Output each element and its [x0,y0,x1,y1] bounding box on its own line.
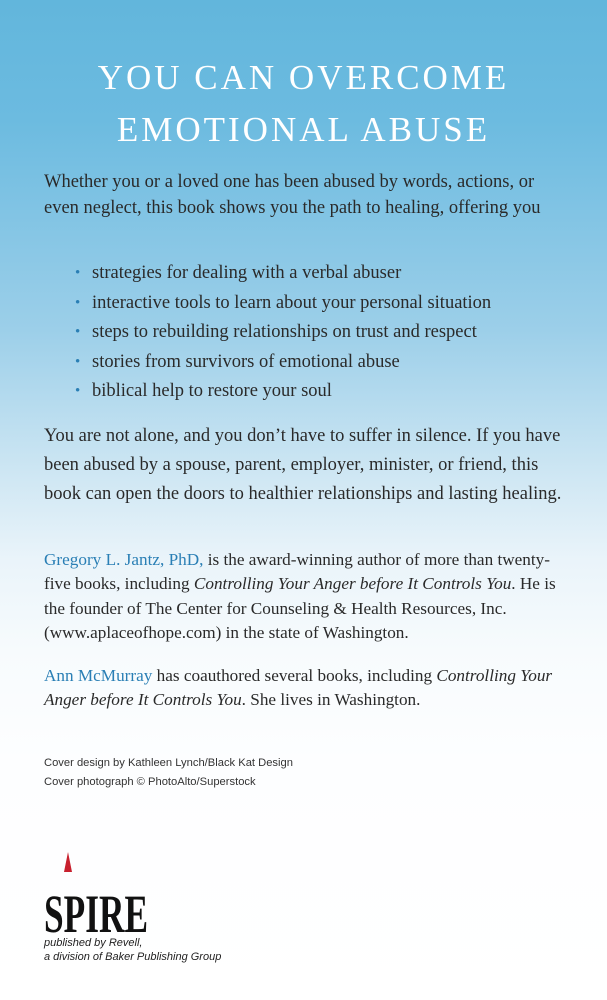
publisher-info [44,936,221,964]
book-title-ref: Controlling Your Anger before It Controls You [193,574,512,594]
list-item [68,259,568,289]
bullet-icon: • [75,324,81,341]
summary-paragraph: You are not alone, and you don’t have to suffer in silence. If you have been abused by a spouse, parent, employer, minister, or friend, this book can open the doors to healthier relationships and lasting healing. [44,426,562,505]
list-item-text: interactive tools to learn about your personal situation [92,292,492,313]
cover-credits [44,754,293,792]
list-item-text: stories from survivors of emotional abuse [92,351,400,372]
spire-icon [64,852,72,872]
title-line-1: YOU CAN OVERCOME [97,58,510,97]
bio-text: has coauthored several books, including [152,666,437,685]
title-line-2: EMOTIONAL ABUSE [116,110,491,149]
author-name: Ann McMurray [44,666,153,685]
design-credit: Cover design by Kathleen Lynch/Black Kat Design [44,757,293,769]
bio-text: . She lives in Washington. [241,690,421,710]
list-item [68,348,568,378]
list-item [68,318,568,348]
book-title-ref: Controlling Your Anger before It Controls You [44,666,553,710]
list-item-text: biblical help to restore your soul [92,381,332,402]
author-bio-mcmurray [44,664,574,713]
list-item [68,377,568,407]
benefits-list [68,259,568,407]
list-item-text: strategies for dealing with a verbal abuser [92,263,402,283]
publisher-line-2: a division of Baker Publishing Group [44,951,222,963]
list-item [68,289,568,319]
photo-credit: Cover photograph © PhotoAlto/Superstock [44,776,256,788]
book-title [0,52,607,156]
author-bio-jantz [44,548,574,645]
publisher-line-1: published by Revell, [44,937,143,949]
spire-logo [44,850,154,938]
logo-text: SPIRE [44,884,148,938]
bio-text: is the award-winning author of more than twenty-five books, including [44,550,550,594]
list-item-text: steps to rebuilding relationships on trust and respect [92,322,477,343]
author-name: Gregory L. Jantz, PhD, [44,550,204,569]
bullet-icon: • [75,265,81,281]
intro-paragraph: Whether you or a loved one has been abused by words, actions, or even neglect, this book shows you the path to healing, offering you [44,172,541,218]
bullet-icon: • [75,353,81,370]
bullet-icon: • [75,294,81,311]
bullet-icon: • [75,383,81,400]
bio-text: . He is the founder of The Center for Counseling & Health Resources, Inc. (www.aplaceofhope.com) in the state of Washington. [44,574,556,642]
